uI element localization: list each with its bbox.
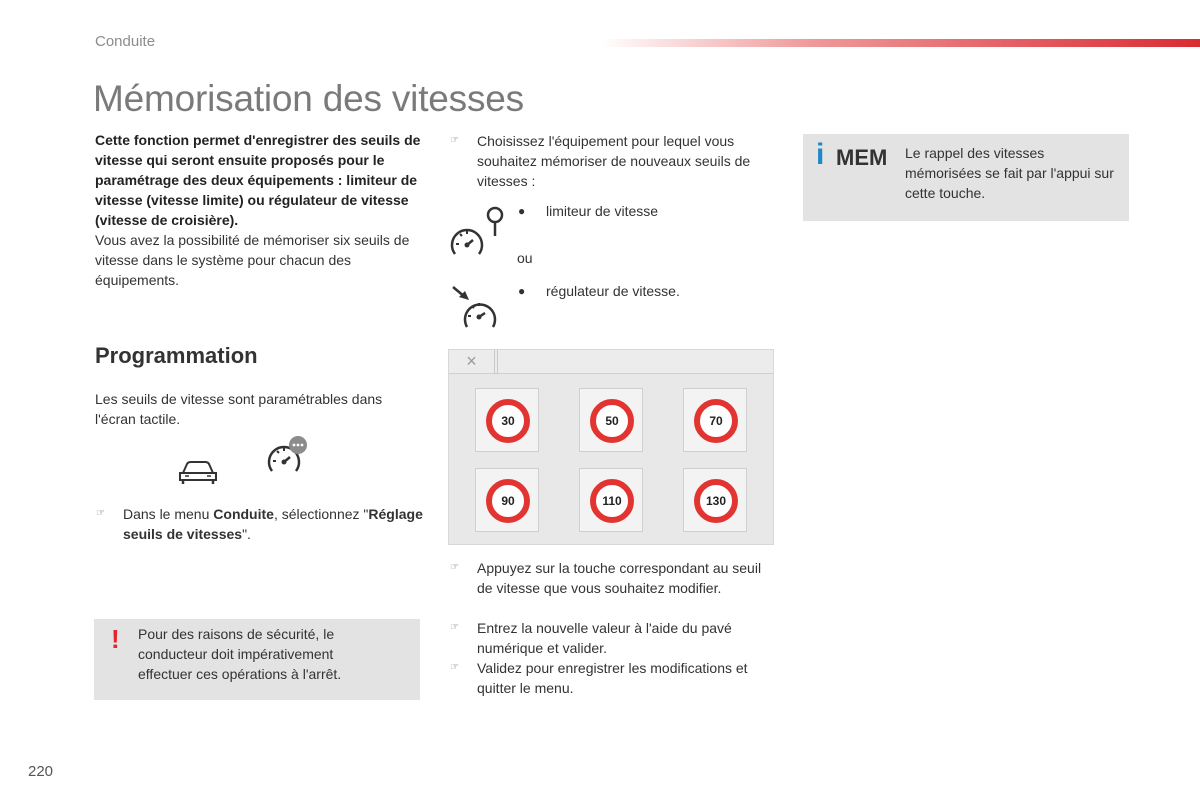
intro-normal: Vous avez la possibilité de mémoriser six seuils de vitesse dans le système pour chacun des équipements. <box>95 232 410 288</box>
bullet-icon: ☞ <box>450 135 459 146</box>
speed-sign-110: 110 <box>590 479 634 523</box>
option-limiter: limiteur de vitesse <box>546 203 659 219</box>
bullet-icon: ☞ <box>450 622 459 633</box>
programmation-text: Les seuils de vitesse sont paramétrables dans l'écran tactile. <box>95 391 383 427</box>
mem-text: Le rappel des vitesses mémorisées se fait par l'appui sur cette touche. <box>905 145 1114 201</box>
car-icon <box>177 453 219 485</box>
speed-sign-30: 30 <box>486 399 530 443</box>
bullet-dot: ● <box>518 204 526 218</box>
menu-instruction-pre: Dans le menu <box>123 506 214 522</box>
warning-icon: ! <box>111 624 120 654</box>
bullet-icon: ☞ <box>96 508 105 519</box>
menu-instruction <box>123 504 423 544</box>
intro-bold: Cette fonction permet d'enregistrer des seuils de vitesse qui seront ensuite proposés pour le paramétrage des deux équipements : limiteur de vitesse (vitesse limite) ou régulateur de vitesse (vitesse de croisière). <box>95 132 421 228</box>
page-title: Mémorisation des vitesses <box>93 78 524 119</box>
menu-instruction-mid: , sélectionnez " <box>273 506 369 522</box>
screen-tab-divider <box>497 350 499 374</box>
speed-sign-130: 130 <box>694 479 738 523</box>
option-or: ou <box>517 250 533 266</box>
speed-button-50[interactable] <box>579 388 643 452</box>
speed-sign-90: 90 <box>486 479 530 523</box>
warning-text: Pour des raisons de sécurité, le conducteur doit impérativement effectuer ces opérations à l'arrêt. <box>138 626 342 682</box>
speed-button-30[interactable] <box>475 388 539 452</box>
menu-name: Conduite <box>213 506 274 522</box>
cruise-control-icon <box>449 283 505 331</box>
speed-button-70[interactable] <box>683 388 747 452</box>
step-enter: Entrez la nouvelle valeur à l'aide du pavé numérique et valider. <box>477 620 732 656</box>
intro-paragraph <box>95 130 425 290</box>
bullet-dot: ● <box>518 284 526 298</box>
speed-button-90[interactable] <box>475 468 539 532</box>
option-cruise: régulateur de vitesse. <box>546 283 680 299</box>
info-icon: i <box>816 138 825 171</box>
speed-button-110[interactable] <box>579 468 643 532</box>
step-press: Appuyez sur la touche correspondant au seuil de vitesse que vous souhaitez modifier. <box>477 560 762 596</box>
touchscreen-panel <box>448 349 774 545</box>
speed-sign-50: 50 <box>590 399 634 443</box>
gauge-more-icon <box>264 435 310 477</box>
speed-button-130[interactable] <box>683 468 747 532</box>
speed-limiter-icon <box>449 204 509 262</box>
page-number: 220 <box>28 763 54 780</box>
speed-sign-70: 70 <box>694 399 738 443</box>
close-icon[interactable]: × <box>449 350 495 374</box>
screen-top-bar <box>449 350 773 374</box>
mem-button-label: MEM <box>836 145 888 170</box>
programmation-heading: Programmation <box>95 343 258 368</box>
choose-text: Choisissez l'équipement pour lequel vous souhaitez mémoriser de nouveaux seuils de vitesses : <box>477 133 751 189</box>
bullet-icon: ☞ <box>450 562 459 573</box>
section-label: Conduite <box>95 33 156 50</box>
menu-instruction-post: ". <box>242 526 251 542</box>
header-accent-bar <box>600 39 1200 47</box>
setting-name: Réglage seuils de vitesses <box>123 506 423 542</box>
bullet-icon: ☞ <box>450 662 459 673</box>
step-validate: Validez pour enregistrer les modifications et quitter le menu. <box>477 660 748 696</box>
